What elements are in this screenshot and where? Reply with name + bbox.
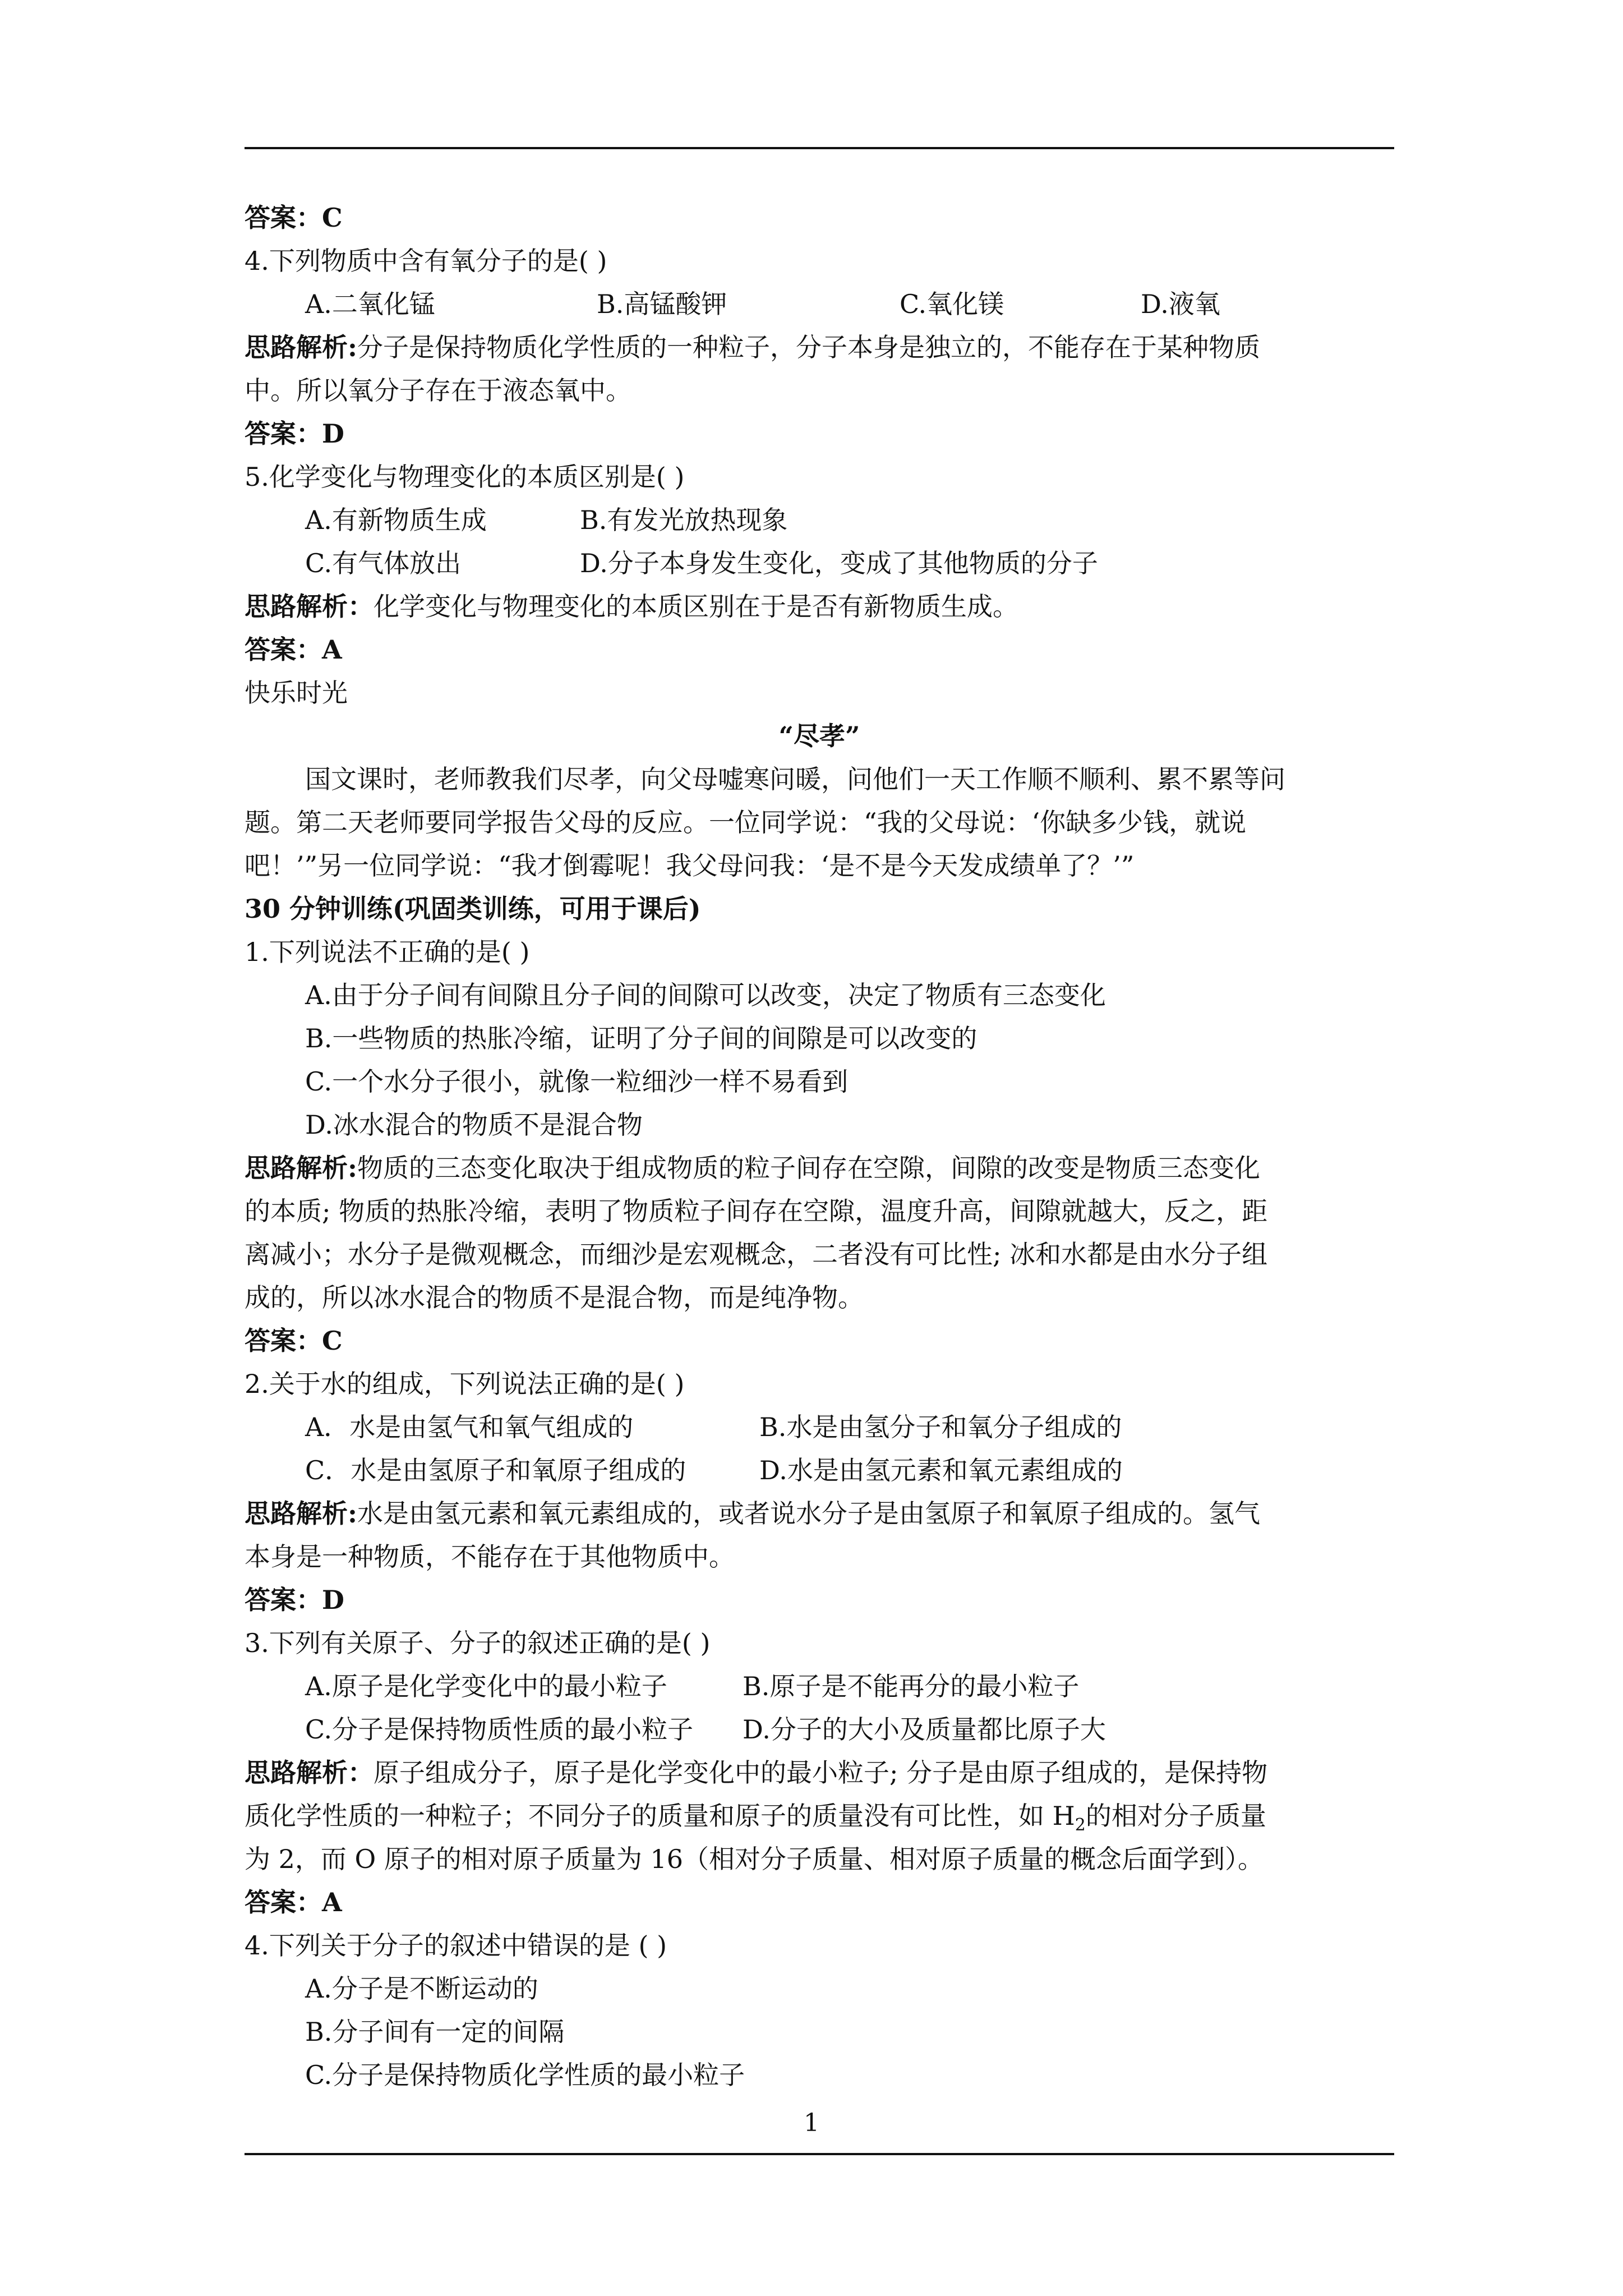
analysis-line <box>245 1751 1394 1795</box>
option-item: C.氧化镁 <box>900 289 1004 319</box>
text-segment: 的相对分子质量 <box>1085 1801 1266 1831</box>
header-rule <box>245 147 1394 149</box>
text-line: A.分子是不断运动的 <box>305 1973 538 2004</box>
text-line: 成的，所以冰水混合的物质不是混合物，而是纯净物。 <box>245 1282 864 1313</box>
text-line: B.分子间有一定的间隔 <box>305 2017 565 2047</box>
option-item: B.高锰酸钾 <box>597 289 727 319</box>
analysis-text: 原子组成分子，原子是化学变化中的最小粒子; 分子是由原子组成的，是保持物 <box>374 1757 1268 1788</box>
analysis-line <box>245 585 1394 628</box>
text-line: 国文课时，老师教我们尽孝，向父母嘘寒问暖，问他们一天工作顺不顺利、累不累等问 <box>305 764 1285 794</box>
option-item: B.有发光放热现象 <box>580 505 788 535</box>
option-item: B.水是由氢分子和氧分子组成的 <box>759 1412 1122 1442</box>
text-line: 5.化学变化与物理变化的本质区别是( ) <box>245 462 685 492</box>
analysis-label: 思路解析: <box>245 1153 357 1183</box>
analysis-line <box>245 1147 1394 1190</box>
text-line: C.一个水分子很小，就像一粒细沙一样不易看到 <box>305 1066 849 1097</box>
option-item: A.有新物质生成 <box>305 505 487 535</box>
text-line: 题。第二天老师要同学报告父母的反应。一位同学说：“我的父母说：‘你缺多少钱，就说 <box>245 807 1247 838</box>
option-item: A.二氧化锰 <box>305 289 435 319</box>
text-line: 离减小；水分子是微观概念，而细沙是宏观概念，二者没有可比性; 冰和水都是由水分子组 <box>245 1239 1268 1269</box>
option-item: D.水是由氢元素和氧元素组成的 <box>759 1455 1123 1485</box>
analysis-label: 思路解析： <box>245 1757 374 1788</box>
analysis-label: 思路解析: <box>245 1498 357 1529</box>
text-line: 快乐时光 <box>245 678 348 708</box>
document-body <box>245 196 1394 2097</box>
text-line: 1.下列说法不正确的是( ) <box>245 937 530 967</box>
text-line: 4.下列物质中含有氧分子的是( ) <box>245 246 607 276</box>
option-item: D.液氧 <box>1141 289 1220 319</box>
answer-line: 答案：A <box>245 634 342 665</box>
analysis-text: 化学变化与物理变化的本质区别在于是否有新物质生成。 <box>374 591 1018 622</box>
option-item: D.分子本身发生变化，变成了其他物质的分子 <box>580 548 1098 578</box>
section-heading: 30 分钟训练(巩固类训练，可用于课后) <box>245 894 701 924</box>
answer-line: 答案：D <box>245 1585 344 1615</box>
analysis-label: 思路解析: <box>245 332 357 362</box>
text-line: C.分子是保持物质化学性质的最小粒子 <box>305 2060 745 2090</box>
options-line <box>245 1708 1394 1751</box>
text-line: 为 2，而 O 原子的相对原子质量为 16（相对分子质量、相对原子质量的概念后面学到）。 <box>245 1844 1264 1874</box>
text-line: 的本质; 物质的热胀冷缩，表明了物质粒子间存在空隙，温度升高，间隙就越大，反之，距 <box>245 1196 1268 1226</box>
text-line: A.由于分子间有间隙且分子间的间隙可以改变，决定了物质有三态变化 <box>305 980 1106 1010</box>
options-line <box>245 499 1394 542</box>
analysis-line <box>245 326 1394 369</box>
text-line: 4.下列关于分子的叙述中错误的是 ( ) <box>245 1930 667 1961</box>
options-line <box>245 542 1394 585</box>
option-item: A．水是由氢气和氧气组成的 <box>305 1412 634 1442</box>
analysis-label: 思路解析： <box>245 591 374 622</box>
answer-line: 答案：D <box>245 418 344 449</box>
text-line: 2.关于水的组成，下列说法正确的是( ) <box>245 1369 685 1399</box>
options-line <box>245 1406 1394 1449</box>
option-item: C．水是由氢原子和氧原子组成的 <box>305 1455 686 1485</box>
option-item: C.分子是保持物质性质的最小粒子 <box>305 1714 694 1745</box>
answer-line: 答案：C <box>245 203 343 233</box>
text-line: B.一些物质的热胀冷缩，证明了分子间的间隙是可以改变的 <box>305 1023 978 1053</box>
story-title: “尽孝” <box>778 721 860 751</box>
options-line <box>245 1449 1394 1492</box>
footer-rule <box>245 2153 1394 2155</box>
page-number: 1 <box>804 2109 819 2137</box>
option-item: B.原子是不能再分的最小粒子 <box>743 1671 1080 1701</box>
text-line: 吧！’”另一位同学说：“我才倒霉呢！我父母问我：‘是不是今天发成绩单了？’” <box>245 850 1135 881</box>
text-line: D.冰水混合的物质不是混合物 <box>305 1110 643 1140</box>
answer-line: 答案：C <box>245 1326 343 1356</box>
text-line: 3.下列有关原子、分子的叙述正确的是( ) <box>245 1628 711 1658</box>
text-line <box>245 1795 1394 1838</box>
options-line <box>245 1665 1394 1708</box>
analysis-line <box>245 1492 1394 1535</box>
text-line: 本身是一种物质，不能存在于其他物质中。 <box>245 1542 735 1572</box>
option-item: C.有气体放出 <box>305 548 462 578</box>
text-segment: 质化学性质的一种粒子；不同分子的质量和原子的质量没有可比性，如 H <box>245 1801 1075 1831</box>
subscript: 2 <box>1075 1815 1086 1835</box>
options-line <box>245 283 1394 326</box>
option-item: A.原子是化学变化中的最小粒子 <box>305 1671 667 1701</box>
text-line: 中。所以氧分子存在于液态氧中。 <box>245 375 631 406</box>
analysis-text: 分子是保持物质化学性质的一种粒子，分子本身是独立的，不能存在于某种物质 <box>357 332 1260 362</box>
analysis-text: 水是由氢元素和氧元素组成的，或者说水分子是由氢原子和氧原子组成的。氢气 <box>357 1498 1260 1529</box>
analysis-text: 物质的三态变化取决于组成物质的粒子间存在空隙，间隙的改变是物质三态变化 <box>357 1153 1260 1183</box>
answer-line: 答案：A <box>245 1887 342 1917</box>
option-item: D.分子的大小及质量都比原子大 <box>743 1714 1106 1745</box>
